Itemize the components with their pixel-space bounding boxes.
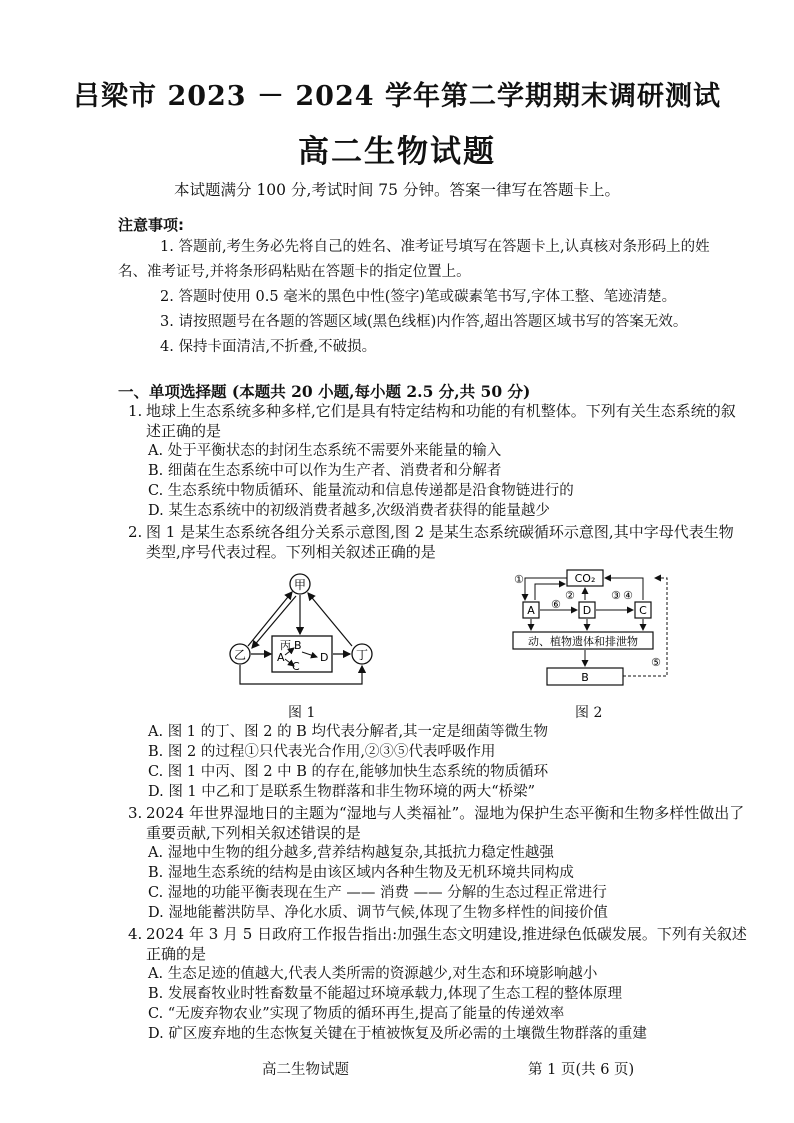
section-heading: 一、单项选择题 (本题共 20 小题,每小题 2.5 分,共 50 分) [118,382,531,401]
question-1-option-c: C. 生态系统中物质循环、能量流动和信息传递都是沿食物链进行的 [148,483,574,499]
fig2-label-remains: 动、植物遗体和排泄物 [528,635,638,648]
fig2-label-co2: CO₂ [574,572,596,585]
fig2-process-5: ⑤ [651,656,661,669]
question-1-stem: 1. 地球上生态系统多种多样,它们是具有特定结构和功能的有机整体。下列有关生态系统的叙 [128,402,736,420]
question-2-option-a: A. 图 1 的丁、图 2 的 B 均代表分解者,其一定是细菌等微生物 [148,724,549,740]
question-2-option-b: B. 图 2 的过程①只代表光合作用,②③⑤代表呼吸作用 [148,744,496,760]
question-2-stem-cont: 类型,序号代表过程。下列相关叙述正确的是 [146,543,436,561]
question-3-stem: 3. 2024 年世界湿地日的主题为“湿地与人类福祉”。湿地为保护生态平衡和生物多样性做出了 [128,804,745,822]
fig2-process-2: ② [565,589,575,602]
note-item: 2. 答题时使用 0.5 毫米的黑色中性(签字)笔或碳素笔书写,字体工整、笔迹清楚。 [160,289,677,305]
fig2-process-4: ④ [623,589,633,602]
question-4-option-c: C. “无废弃物农业”实现了物质的循环再生,提高了能量的传递效率 [148,1006,565,1022]
fig1-label-ding: 丁 [355,648,369,662]
fig1-label-d: D [320,651,329,664]
exam-title: 吕梁市 2023 － 2024 学年第二学期期末调研测试 [73,81,721,112]
note-item: 3. 请按照题号在各题的答题区域(黑色线框)内作答,超出答题区域书写的答案无效。 [160,314,688,330]
fig1-label-yi: 乙 [233,648,247,662]
fig2-label-c: C [639,604,647,617]
figure-1-caption: 图 1 [288,705,316,721]
figure-2-diagram [505,566,675,690]
note-item: 4. 保持卡面清洁,不折叠,不破损。 [160,339,377,355]
fig2-process-6: ⑥ [551,598,561,611]
question-1-option-d: D. 某生态系统中的初级消费者越多,次级消费者获得的能量越少 [148,503,550,519]
fig2-label-d: D [582,604,592,617]
question-4-option-a: A. 生态足迹的值越大,代表人类所需的资源越少,对生态和环境影响越小 [148,966,598,982]
question-2-option-d: D. 图 1 中乙和丁是联系生物群落和非生物环境的两大“桥梁” [148,784,536,800]
fig1-label-c: C [292,660,300,673]
exam-intro: 本试题满分 100 分,考试时间 75 分钟。答案一律写在答题卡上。 [174,181,620,199]
note-item: 1. 答题前,考生务必先将自己的姓名、准考证号填写在答题卡上,认真核对条形码上的姓 [160,239,710,255]
footer-subject: 高二生物试题 [262,1062,349,1078]
question-3-option-c: C. 湿地的功能平衡表现在生产 —— 消费 —— 分解的生态过程正常进行 [148,885,607,901]
question-4-option-b: B. 发展畜牧业时牲畜数量不能超过环境承载力,体现了生态工程的整体原理 [148,986,622,1002]
footer-page-number: 第 1 页(共 6 页) [528,1062,635,1078]
question-1-stem-cont: 述正确的是 [146,422,222,440]
fig1-label-a: A [277,651,285,664]
figure-2-caption: 图 2 [575,705,603,721]
question-3-option-b: B. 湿地生态系统的结构是由该区域内各种生物及无机环境共同构成 [148,865,574,881]
fig2-process-1: ① [514,573,524,586]
note-item-continued: 名、准考证号,并将条形码粘贴在答题卡的指定位置上。 [118,264,471,280]
notes-heading: 注意事项: [118,216,184,234]
fig2-process-3: ③ [611,589,621,602]
question-4-option-d: D. 矿区废弃地的生态恢复关键在于植被恢复及所必需的土壤微生物群落的重建 [148,1026,647,1042]
question-2-option-c: C. 图 1 中丙、图 2 中 B 的存在,能够加快生态系统的物质循环 [148,764,549,780]
fig1-label-b: B [294,639,302,652]
question-2-stem: 2. 图 1 是某生态系统各组分关系示意图,图 2 是某生态系统碳循环示意图,其中字母代表生物 [128,523,734,541]
figure-1-diagram [222,566,392,696]
question-3-option-d: D. 湿地能蓄洪防旱、净化水质、调节气候,体现了生物多样性的间接价值 [148,905,608,921]
question-3-stem-cont: 重要贡献,下列相关叙述错误的是 [146,824,361,842]
exam-subject-title: 高二生物试题 [298,134,496,170]
question-4-stem: 4. 2024 年 3 月 5 日政府工作报告指出:加强生态文明建设,推进绿色低碳发展。下列有关叙述 [128,925,747,943]
fig1-label-bing: 丙 [280,639,291,652]
fig1-label-jia: 甲 [293,578,307,592]
question-1-option-b: B. 细菌在生态系统中可以作为生产者、消费者和分解者 [148,463,502,479]
question-1-option-a: A. 处于平衡状态的封闭生态系统不需要外来能量的输入 [148,443,502,459]
question-3-option-a: A. 湿地中生物的组分越多,营养结构越复杂,其抵抗力稳定性越强 [148,845,554,861]
fig2-label-a: A [527,604,535,617]
question-4-stem-cont: 正确的是 [146,945,207,963]
fig2-label-b: B [581,671,589,684]
